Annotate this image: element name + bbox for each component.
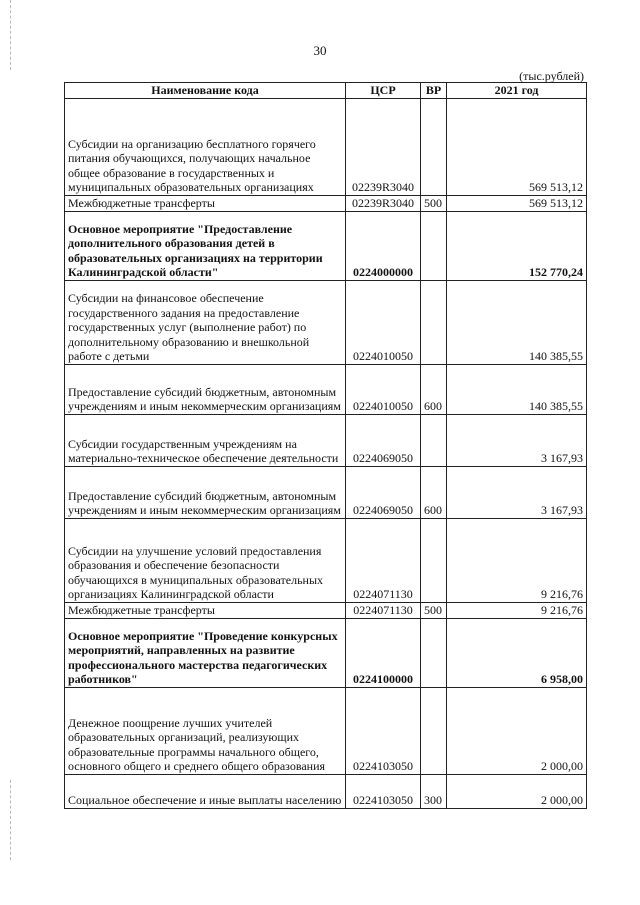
row-name: Субсидии на финансовое обеспечение государственного задания на предоставление государственных услуг (выполнение работ) по дополнительному образованию и внешкольной работе с детьми — [65, 280, 346, 364]
row-vr — [421, 211, 447, 280]
row-amount: 140 385,55 — [447, 364, 587, 414]
row-vr — [421, 618, 447, 687]
row-csr: 0224071130 — [346, 602, 421, 618]
row-csr: 0224071130 — [346, 518, 421, 602]
row-name: Межбюджетные трансферты — [65, 602, 346, 618]
row-amount: 152 770,24 — [447, 211, 587, 280]
row-csr: 0224000000 — [346, 211, 421, 280]
table-header-row — [65, 83, 587, 99]
row-name: Предоставление субсидий бюджетным, автономным учреждениям и иным некоммерческим организациям — [65, 364, 346, 414]
row-name: Субсидии на организацию бесплатного горячего питания обучающихся, получающих начальное общее образование в государственных и муниципальных образовательных организациях — [65, 98, 346, 195]
row-csr: 02239R3040 — [346, 195, 421, 211]
header-csr: ЦСР — [346, 83, 421, 99]
row-amount: 6 958,00 — [447, 618, 587, 687]
table-row — [65, 211, 587, 280]
table-row — [65, 364, 587, 414]
row-amount: 140 385,55 — [447, 280, 587, 364]
table-row — [65, 98, 587, 195]
row-csr: 0224010050 — [346, 364, 421, 414]
row-csr: 0224069050 — [346, 414, 421, 466]
table-row — [65, 280, 587, 364]
table-row — [65, 466, 587, 518]
row-csr: 0224069050 — [346, 466, 421, 518]
row-amount: 569 513,12 — [447, 195, 587, 211]
binding-margin-line — [10, 780, 11, 860]
row-vr: 600 — [421, 466, 447, 518]
row-csr: 0224103050 — [346, 687, 421, 774]
row-vr — [421, 687, 447, 774]
row-name: Основное мероприятие "Проведение конкурсных мероприятий, направленных на развитие профессионального мастерства педагогических работников" — [65, 618, 346, 687]
row-amount: 3 167,93 — [447, 414, 587, 466]
row-amount: 2 000,00 — [447, 774, 587, 808]
table-row — [65, 602, 587, 618]
row-vr: 500 — [421, 602, 447, 618]
row-vr — [421, 518, 447, 602]
header-vr: ВР — [421, 83, 447, 99]
row-vr: 500 — [421, 195, 447, 211]
row-amount: 2 000,00 — [447, 687, 587, 774]
row-csr: 0224100000 — [346, 618, 421, 687]
row-name: Социальное обеспечение и иные выплаты населению — [65, 774, 346, 808]
table-row — [65, 687, 587, 774]
table-row — [65, 414, 587, 466]
table-row — [65, 618, 587, 687]
units-label: (тыс.рублей) — [519, 69, 584, 83]
row-amount: 569 513,12 — [447, 98, 587, 195]
row-name: Субсидии на улучшение условий предоставления образования и обеспечение безопасности обучающихся в муниципальных образовательных организациях Калининградской области — [65, 518, 346, 602]
header-year: 2021 год — [447, 83, 587, 99]
row-amount: 9 216,76 — [447, 602, 587, 618]
table-row — [65, 774, 587, 808]
row-name: Предоставление субсидий бюджетным, автономным учреждениям и иным некоммерческим организациям — [65, 466, 346, 518]
row-amount: 3 167,93 — [447, 466, 587, 518]
row-csr: 02239R3040 — [346, 98, 421, 195]
page-number: 30 — [313, 43, 327, 58]
row-name: Основное мероприятие "Предоставление дополнительного образования детей в образовательных организациях на территории Калининградской области" — [65, 211, 346, 280]
row-vr: 300 — [421, 774, 447, 808]
row-vr — [421, 98, 447, 195]
budget-table — [64, 82, 587, 809]
row-vr: 600 — [421, 364, 447, 414]
header-name: Наименование кода — [65, 83, 346, 99]
table-row — [65, 195, 587, 211]
table-row — [65, 518, 587, 602]
row-csr: 0224010050 — [346, 280, 421, 364]
row-vr — [421, 280, 447, 364]
row-name: Субсидии государственным учреждениям на материально-техническое обеспечение деятельности — [65, 414, 346, 466]
binding-margin-line — [10, 0, 11, 70]
row-name: Межбюджетные трансферты — [65, 195, 346, 211]
row-vr — [421, 414, 447, 466]
row-amount: 9 216,76 — [447, 518, 587, 602]
row-csr: 0224103050 — [346, 774, 421, 808]
row-name: Денежное поощрение лучших учителей образовательных организаций, реализующих образовательные программы начального общего, основного общего и среднего общего образования — [65, 687, 346, 774]
